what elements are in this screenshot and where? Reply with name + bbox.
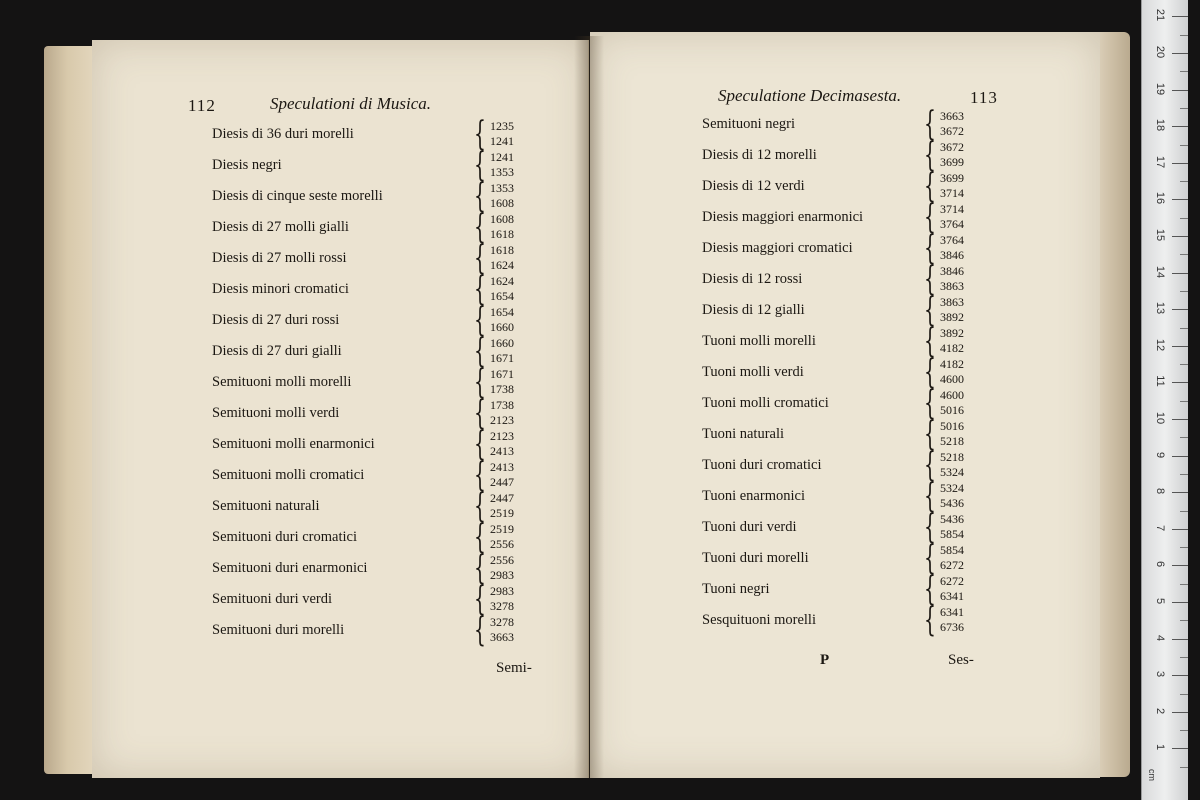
- lower-number: 3663: [490, 630, 514, 644]
- row-numbers: [490, 305, 514, 335]
- table-row: [590, 321, 1100, 361]
- row-label: Diesis maggiori enarmonici: [702, 209, 864, 225]
- ruler-label: 19: [1154, 82, 1166, 95]
- table-row: [590, 569, 1100, 609]
- ruler-label: 16: [1154, 192, 1166, 205]
- row-numbers: [490, 181, 514, 211]
- row-label: Semituoni duri cromatici: [212, 529, 357, 545]
- lower-number: 5436: [940, 496, 964, 510]
- row-label: Semituoni duri verdi: [212, 591, 333, 607]
- open-book: [44, 22, 1134, 774]
- lower-number: 4600: [940, 372, 964, 386]
- lower-number: 5016: [940, 403, 964, 417]
- upper-number: 3714: [940, 202, 964, 216]
- upper-number: 4600: [940, 388, 964, 402]
- row-label: Semituoni molli cromatici: [212, 467, 365, 483]
- row-label: Diesis di 12 gialli: [702, 302, 805, 318]
- table-row: [590, 104, 1100, 144]
- brace-mark: {: [474, 238, 486, 278]
- ruler-major-tick: [1172, 346, 1188, 347]
- row-numbers: [490, 491, 514, 521]
- table-row: [92, 517, 588, 557]
- lower-number: 5324: [940, 465, 964, 479]
- upper-number: 5436: [940, 512, 964, 526]
- ruler-major-tick: [1172, 309, 1188, 310]
- row-numbers: [940, 295, 964, 325]
- table-row: [92, 238, 588, 278]
- brace-mark: {: [924, 104, 936, 144]
- table-row: [92, 269, 588, 309]
- ruler-major-tick: [1172, 492, 1188, 493]
- right-page: [590, 32, 1100, 778]
- row-label: Semituoni molli morelli: [212, 374, 352, 390]
- ruler-major-tick: [1172, 382, 1188, 383]
- row-label: Diesis di 27 molli gialli: [212, 219, 349, 235]
- ruler-label: 9: [1154, 451, 1166, 458]
- table-row: [590, 507, 1100, 547]
- table-row: [92, 393, 588, 433]
- lower-number: 3892: [940, 310, 964, 324]
- right-page-number: 113: [970, 88, 998, 107]
- brace-mark: {: [924, 476, 936, 516]
- brace-mark: {: [924, 259, 936, 299]
- row-numbers: [490, 429, 514, 459]
- upper-number: 3892: [940, 326, 964, 340]
- row-numbers: [490, 398, 514, 428]
- table-row: [92, 207, 588, 247]
- row-numbers: [940, 233, 964, 263]
- ruler-label: 5: [1154, 597, 1166, 605]
- upper-number: 3672: [940, 140, 964, 154]
- left-catchword: Semi-: [496, 660, 532, 676]
- ruler-minor-tick: [1180, 767, 1188, 768]
- table-row: [92, 114, 588, 154]
- brace-mark: {: [924, 135, 936, 175]
- ruler-label: 14: [1154, 265, 1166, 278]
- row-numbers: [940, 419, 964, 449]
- upper-number: 1738: [490, 398, 514, 412]
- upper-number: 2983: [490, 584, 514, 598]
- table-row: [92, 579, 588, 619]
- table-row: [590, 445, 1100, 485]
- brace-mark: {: [474, 579, 486, 619]
- row-numbers: [940, 202, 964, 232]
- row-label: Diesis di 12 verdi: [702, 178, 805, 194]
- lower-number: 3846: [940, 248, 964, 262]
- ruler-minor-tick: [1180, 620, 1188, 621]
- lower-number: 1618: [490, 227, 514, 241]
- ruler-label: 13: [1154, 302, 1166, 315]
- lower-number: 1654: [490, 289, 514, 303]
- row-label: Tuoni negri: [702, 581, 770, 597]
- row-numbers: [490, 460, 514, 490]
- table-row: [590, 352, 1100, 392]
- row-numbers: [490, 336, 514, 366]
- lower-number: 3714: [940, 186, 964, 200]
- ruler-major-tick: [1172, 639, 1188, 640]
- brace-mark: {: [474, 145, 486, 185]
- table-row: [590, 414, 1100, 454]
- upper-number: 3846: [940, 264, 964, 278]
- ruler-major-tick: [1172, 456, 1188, 457]
- ruler-unit: cm: [1147, 769, 1157, 781]
- upper-number: 6341: [940, 605, 964, 619]
- row-label: Diesis di 27 molli rossi: [212, 250, 347, 266]
- table-row: [92, 362, 588, 402]
- brace-mark: {: [924, 445, 936, 485]
- lower-number: 4182: [940, 341, 964, 355]
- lower-number: 5218: [940, 434, 964, 448]
- brace-mark: {: [924, 352, 936, 392]
- ruler-major-tick: [1172, 712, 1188, 713]
- brace-mark: {: [924, 166, 936, 206]
- lower-number: 6736: [940, 620, 964, 634]
- upper-number: 1671: [490, 367, 514, 381]
- brace-mark: {: [924, 290, 936, 330]
- upper-number: 1654: [490, 305, 514, 319]
- lower-number: 6341: [940, 589, 964, 603]
- brace-mark: {: [924, 228, 936, 268]
- brace-mark: {: [924, 414, 936, 454]
- upper-number: 6272: [940, 574, 964, 588]
- ruler-major-tick: [1172, 90, 1188, 91]
- brace-mark: {: [474, 610, 486, 650]
- table-row: [590, 228, 1100, 268]
- lower-number: 2413: [490, 444, 514, 458]
- row-label: Diesis di 27 duri rossi: [212, 312, 340, 328]
- upper-number: 2413: [490, 460, 514, 474]
- table-row: [590, 166, 1100, 206]
- ruler-label: 15: [1154, 228, 1166, 242]
- brace-mark: {: [474, 486, 486, 526]
- row-label: Diesis minori cromatici: [212, 281, 349, 297]
- brace-mark: {: [474, 300, 486, 340]
- lower-number: 5854: [940, 527, 964, 541]
- upper-number: 1241: [490, 150, 514, 164]
- ruler-minor-tick: [1180, 35, 1188, 36]
- row-numbers: [490, 522, 514, 552]
- row-numbers: [940, 512, 964, 542]
- row-label: Diesis di 36 duri morelli: [212, 126, 354, 142]
- row-label: Tuoni duri cromatici: [702, 457, 822, 473]
- ruler-label: 1: [1154, 744, 1166, 751]
- table-row: [590, 135, 1100, 175]
- brace-mark: {: [924, 600, 936, 640]
- table-row: [92, 300, 588, 340]
- lower-number: 1671: [490, 351, 514, 365]
- row-numbers: [940, 140, 964, 170]
- ruler-major-tick: [1172, 419, 1188, 420]
- ruler-major-tick: [1172, 529, 1188, 530]
- left-page-header: Speculationi di Musica.: [270, 94, 432, 113]
- row-label: Tuoni molli verdi: [702, 364, 804, 380]
- ruler-major-tick: [1172, 16, 1188, 17]
- row-label: Tuoni molli morelli: [702, 333, 816, 349]
- row-numbers: [490, 119, 514, 149]
- lower-number: 2519: [490, 506, 514, 520]
- table-row: [92, 331, 588, 371]
- left-page: [92, 40, 589, 778]
- table-row: [92, 176, 588, 216]
- row-numbers: [940, 264, 964, 294]
- ruler-minor-tick: [1180, 547, 1188, 548]
- ruler-label: 20: [1154, 45, 1166, 59]
- upper-number: 3278: [490, 615, 514, 629]
- row-numbers: [940, 326, 964, 356]
- ruler-minor-tick: [1180, 181, 1188, 182]
- upper-number: 1235: [490, 119, 514, 133]
- upper-number: 5218: [940, 450, 964, 464]
- ruler-label: 2: [1154, 707, 1166, 714]
- ruler-major-tick: [1172, 126, 1188, 127]
- ruler-major-tick: [1172, 748, 1188, 749]
- ruler-minor-tick: [1180, 71, 1188, 72]
- table-row: [92, 610, 588, 650]
- lower-number: 3278: [490, 599, 514, 613]
- ruler-major-tick: [1172, 236, 1188, 237]
- upper-number: 3663: [940, 109, 964, 123]
- lower-number: 3863: [940, 279, 964, 293]
- ruler-label: 11: [1154, 375, 1166, 388]
- ruler-label: 18: [1154, 119, 1166, 132]
- lower-number: 2983: [490, 568, 514, 582]
- upper-number: 5324: [940, 481, 964, 495]
- ruler-minor-tick: [1180, 291, 1188, 292]
- row-label: Diesis negri: [212, 157, 282, 173]
- lower-number: 1660: [490, 320, 514, 334]
- ruler-label: 17: [1154, 155, 1166, 168]
- row-numbers: [490, 367, 514, 397]
- ruler-major-tick: [1172, 53, 1188, 54]
- row-label: Tuoni duri verdi: [702, 519, 797, 535]
- brace-mark: {: [924, 197, 936, 237]
- brace-mark: {: [474, 455, 486, 495]
- ruler-minor-tick: [1180, 511, 1188, 512]
- lower-number: 2556: [490, 537, 514, 551]
- table-row: [92, 548, 588, 588]
- row-numbers: [940, 450, 964, 480]
- brace-mark: {: [474, 176, 486, 216]
- table-row: [92, 424, 588, 464]
- ruler-label: 4: [1154, 634, 1166, 641]
- table-row: [590, 383, 1100, 423]
- ruler-major-tick: [1172, 675, 1188, 676]
- table-row: [92, 486, 588, 526]
- row-label: Tuoni enarmonici: [702, 488, 805, 504]
- row-label: Semituoni molli verdi: [212, 405, 340, 421]
- upper-number: 5016: [940, 419, 964, 433]
- brace-mark: {: [474, 548, 486, 588]
- book-gutter: [574, 36, 604, 778]
- row-numbers: [490, 150, 514, 180]
- ruler-minor-tick: [1180, 328, 1188, 329]
- ruler-label: 12: [1154, 338, 1166, 351]
- upper-number: 2123: [490, 429, 514, 443]
- ruler-minor-tick: [1180, 108, 1188, 109]
- row-numbers: [490, 212, 514, 242]
- row-label: Semituoni naturali: [212, 498, 320, 514]
- row-numbers: [940, 574, 964, 604]
- upper-number: 2556: [490, 553, 514, 567]
- table-row: [590, 197, 1100, 237]
- ruler-major-tick: [1172, 602, 1188, 603]
- ruler-label: 7: [1154, 524, 1166, 531]
- row-label: Semituoni duri morelli: [212, 622, 345, 638]
- table-row: [590, 290, 1100, 330]
- brace-mark: {: [474, 517, 486, 557]
- lower-number: 1738: [490, 382, 514, 396]
- left-page-number: 112: [188, 96, 216, 115]
- ruler-minor-tick: [1180, 218, 1188, 219]
- row-label: Diesis di cinque seste morelli: [212, 188, 383, 204]
- brace-mark: {: [474, 331, 486, 371]
- lower-number: 6272: [940, 558, 964, 572]
- row-label: Diesis di 12 morelli: [702, 147, 817, 163]
- upper-number: 4182: [940, 357, 964, 371]
- right-page-header: Speculatione Decimasesta.: [718, 86, 902, 105]
- row-numbers: [940, 481, 964, 511]
- ruler-minor-tick: [1180, 694, 1188, 695]
- row-label: Semituoni negri: [702, 116, 796, 132]
- lower-number: 3699: [940, 155, 964, 169]
- ruler-minor-tick: [1180, 145, 1188, 146]
- upper-number: 3699: [940, 171, 964, 185]
- row-label: Diesis di 27 duri gialli: [212, 343, 342, 359]
- upper-number: 1624: [490, 274, 514, 288]
- ruler-major-tick: [1172, 565, 1188, 566]
- ruler-minor-tick: [1180, 364, 1188, 365]
- brace-mark: {: [474, 362, 486, 402]
- upper-number: 1608: [490, 212, 514, 226]
- upper-number: 2519: [490, 522, 514, 536]
- lower-number: 2123: [490, 413, 514, 427]
- table-row: [590, 538, 1100, 578]
- ruler-major-tick: [1172, 273, 1188, 274]
- brace-mark: {: [924, 569, 936, 609]
- row-numbers: [940, 357, 964, 387]
- ruler-minor-tick: [1180, 657, 1188, 658]
- ruler-label: 21: [1154, 9, 1166, 22]
- upper-number: 5854: [940, 543, 964, 557]
- ruler-minor-tick: [1180, 584, 1188, 585]
- ruler-minor-tick: [1180, 437, 1188, 438]
- measuring-ruler: [1141, 0, 1188, 800]
- lower-number: 2447: [490, 475, 514, 489]
- row-numbers: [490, 553, 514, 583]
- ruler-minor-tick: [1180, 401, 1188, 402]
- table-row: [590, 600, 1100, 640]
- brace-mark: {: [474, 393, 486, 433]
- row-label: Diesis di 12 rossi: [702, 271, 803, 287]
- row-label: Tuoni molli cromatici: [702, 395, 829, 411]
- row-label: Tuoni duri morelli: [702, 550, 809, 566]
- ruler-minor-tick: [1180, 730, 1188, 731]
- ruler-minor-tick: [1180, 474, 1188, 475]
- brace-mark: {: [474, 269, 486, 309]
- row-numbers: [940, 171, 964, 201]
- lower-number: 1608: [490, 196, 514, 210]
- lower-number: 3672: [940, 124, 964, 138]
- row-label: Semituoni duri enarmonici: [212, 560, 368, 576]
- brace-mark: {: [924, 538, 936, 578]
- table-row: [590, 259, 1100, 299]
- brace-mark: {: [924, 507, 936, 547]
- row-label: Semituoni molli enarmonici: [212, 436, 375, 452]
- brace-mark: {: [924, 383, 936, 423]
- lower-number: 1241: [490, 134, 514, 148]
- ruler-label: 3: [1154, 671, 1166, 678]
- brace-mark: {: [474, 114, 486, 154]
- signature-mark: P: [820, 652, 830, 668]
- upper-number: 2447: [490, 491, 514, 505]
- row-label: Sesquituoni morelli: [702, 612, 816, 628]
- ruler-label: 10: [1154, 411, 1166, 425]
- upper-number: 3764: [940, 233, 964, 247]
- lower-number: 1353: [490, 165, 514, 179]
- row-numbers: [940, 605, 964, 635]
- lower-number: 3764: [940, 217, 964, 231]
- row-label: Diesis maggiori cromatici: [702, 240, 853, 256]
- brace-mark: {: [474, 207, 486, 247]
- row-numbers: [490, 615, 514, 645]
- row-label: Tuoni naturali: [702, 426, 785, 442]
- table-row: [590, 476, 1100, 516]
- upper-number: 1618: [490, 243, 514, 257]
- row-numbers: [490, 243, 514, 273]
- ruler-major-tick: [1172, 199, 1188, 200]
- ruler-major-tick: [1172, 163, 1188, 164]
- ruler-minor-tick: [1180, 254, 1188, 255]
- lower-number: 1624: [490, 258, 514, 272]
- row-numbers: [490, 584, 514, 614]
- upper-number: 3863: [940, 295, 964, 309]
- right-catchword: Ses-: [948, 652, 974, 668]
- row-numbers: [940, 543, 964, 573]
- brace-mark: {: [924, 321, 936, 361]
- upper-number: 1660: [490, 336, 514, 350]
- ruler-label: 6: [1154, 561, 1166, 568]
- brace-mark: {: [474, 424, 486, 464]
- row-numbers: [940, 388, 964, 418]
- row-numbers: [490, 274, 514, 304]
- table-row: [92, 145, 588, 185]
- row-numbers: [940, 109, 964, 139]
- ruler-label: 8: [1154, 488, 1166, 495]
- table-row: [92, 455, 588, 495]
- upper-number: 1353: [490, 181, 514, 195]
